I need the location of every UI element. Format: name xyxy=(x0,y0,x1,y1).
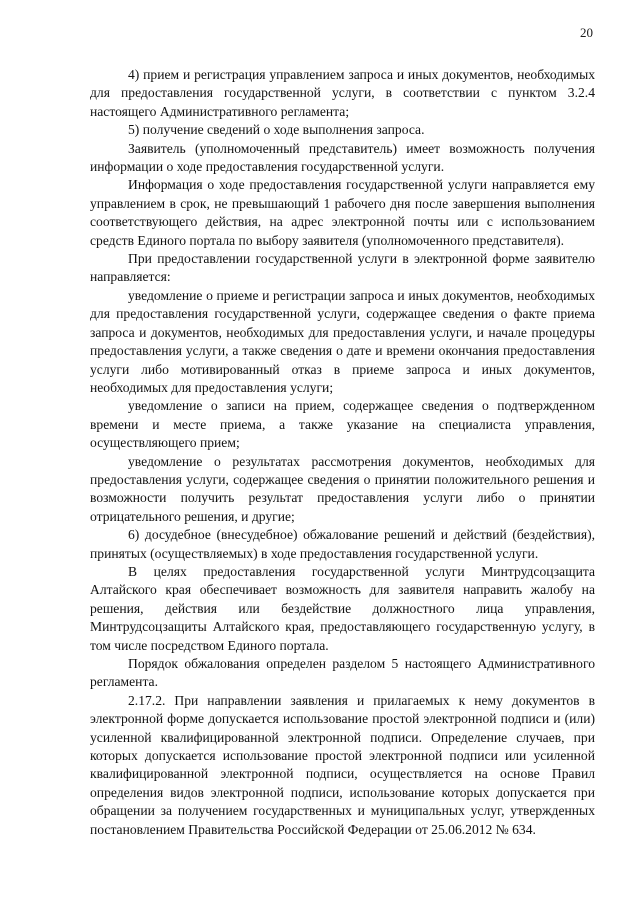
paragraph: При предоставлении государственной услуги в электронной форме заявителю направляется: xyxy=(90,251,595,285)
paragraph: 2.17.2. При направлении заявления и прилагаемых к нему документов в электронной форме допускается использование простой электронной подписи и (или) усиленной квалифицированной электронной подписи. Определение случаев, при которых допускается использование простой электронной подписи или усиленной квалифицированной электронной подписи, осуществляется на основе Правил определения видов электронной подписи, использование которых допускается при обращении за получением государственных и муниципальных услуг, утвержденных постановлением Правительства Российской Федерации от 25.06.2012 № 634. xyxy=(90,692,595,837)
document-body xyxy=(90,66,595,839)
paragraph: Порядок обжалования определен разделом 5 настоящего Административного регламента. xyxy=(90,656,595,690)
paragraph: уведомление о записи на прием, содержащее сведения о подтвержденном времени и месте приема, а также указание на специалиста управления, осуществляющего прием; xyxy=(90,398,595,451)
page-number: 20 xyxy=(580,25,593,40)
paragraph: Информация о ходе предоставления государственной услуги направляется ему управлением в срок, не превышающий 1 рабочего дня после завершения выполнения соответствующего действия, на адрес электронной почты или с использованием средств Единого портала по выбору заявителя (уполномоченного представителя). xyxy=(90,177,595,248)
paragraph: Заявитель (уполномоченный представитель) имеет возможность получения информации о ходе предоставления государственной услуги. xyxy=(90,140,595,175)
paragraph: 4) прием и регистрация управлением запроса и иных документов, необходимых для предоставления государственной услуги, в соответствии с пунктом 3.2.4 настоящего Административного регламента; xyxy=(90,67,595,119)
paragraph: уведомление о приеме и регистрации запроса и иных документов, необходимых для предоставления государственной услуги, содержащее сведения о факте приема запроса и документов, необходимых для предоставления услуги, и начале процедуры предоставления услуги, а также сведения о дате и времени окончания предоставления услуги либо мотивированный отказ в приеме запроса и иных документов, необходимых для предоставления услуги; xyxy=(90,287,595,395)
paragraph: уведомление о результатах рассмотрения документов, необходимых для предоставления услуги, содержащее сведения о принятии положительного решения и возможности получить результат предоставления услуги либо о принятии отрицательного решения, и другие; xyxy=(90,453,595,524)
paragraph: 6) досудебное (внесудебное) обжалование решений и действий (бездействия), принятых (осуществляемых) в ходе предоставления государственной услуги. xyxy=(90,527,595,561)
paragraph: В целях предоставления государственной услуги Минтрудсоцзащита Алтайского края обеспечивает возможность для заявителя направить жалобу на решения, действия или бездействие должностного лица управления, Минтрудсоцзащиты Алтайского края, предоставляющего государственную услугу, в том числе посредством Единого портала. xyxy=(90,563,595,653)
paragraph: 5) получение сведений о ходе выполнения запроса. xyxy=(128,122,425,138)
